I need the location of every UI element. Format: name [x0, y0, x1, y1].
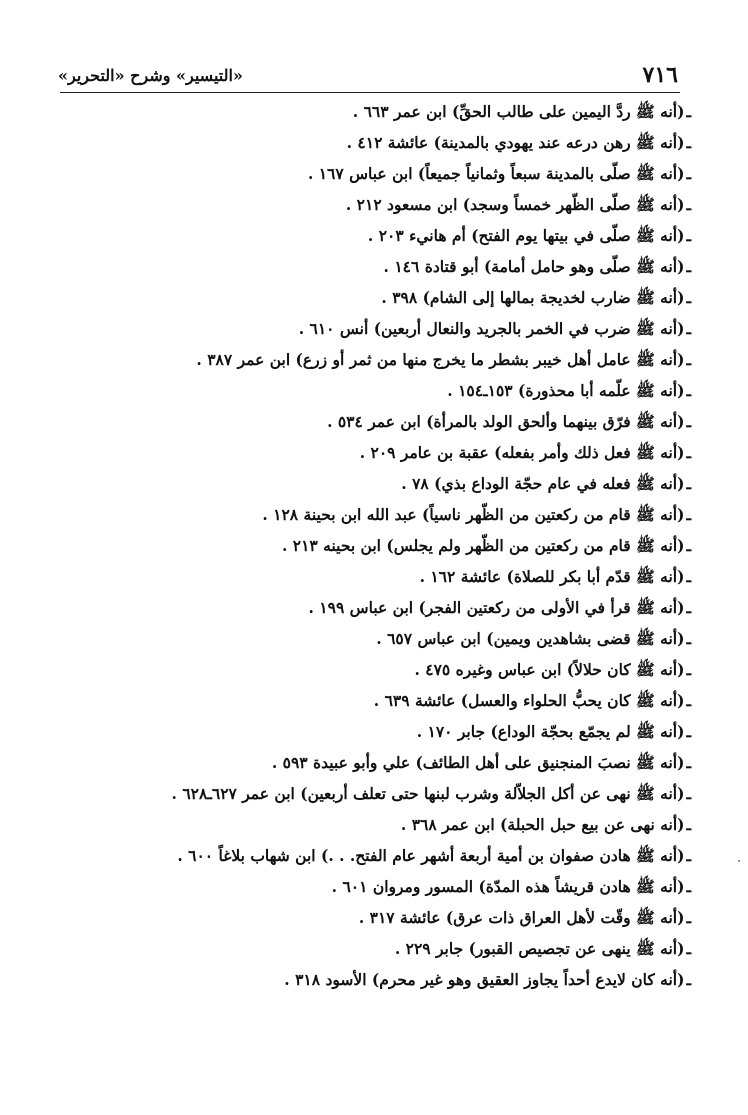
index-entry: ـ(أنه كان لايدع أحداً يجاوز العقيق وهو غير محرم) الأسود ٣١٨ . — [284, 970, 691, 989]
running-head — [58, 62, 678, 88]
index-entry: ـ(أنه ﷺ علّمه أبا محذورة) ١٥٣ـ١٥٤ . — [447, 381, 691, 400]
book-title: «التيسير» وشرح «التحرير» — [58, 65, 243, 85]
index-entry: ـ(أنه ﷺ هادن قريشاً هذه المدّة) المسور ومروان ٦٠١ . — [331, 877, 691, 896]
index-entry: ـ(أنه ﷺ لم يجمّع بحجّة الوداع) جابر ١٧٠ . — [416, 722, 691, 741]
index-entry: ـ(أنه ﷺ قام من ركعتين من الظّهر ولم يجلس) ابن بحينه ٢١٣ . — [281, 536, 691, 555]
index-entry: ـ(أنه ﷺ نصبَ المنجنيق على أهل الطائف) علي وأبو عبيدة ٥٩٣ . — [271, 753, 691, 772]
index-entry: ـ(أنه ﷺ صلّى وهو حامل أمامة) أبو قتادة ١٤٦ . — [383, 257, 691, 276]
index-entry: ـ(أنه ﷺ رهن درعه عند يهودي بالمدينة) عائشة ٤١٢ . — [346, 133, 691, 152]
index-entry: ـ(أنه ﷺ قرأ في الأولى من ركعتين الفجر) ابن عباس ١٩٩ . — [308, 598, 691, 617]
index-entry: ـ(أنه ﷺ عامل أهل خيبر بشطر ما يخرج منها من ثمر أو زرع) ابن عمر ٣٨٧ . — [196, 350, 691, 369]
index-entry: ـ(أنه ﷺ قدّم أبا بكر للصلاة) عائشة ١٦٢ . — [419, 567, 691, 586]
index-entry: ـ(أنه ﷺ صلّى في بيتها يوم الفتح) أم هانيء ٢٠٣ . — [367, 226, 691, 245]
index-entry: ـ(أنه ﷺ قام من ركعتين من الظّهر ناسياً) عبد الله ابن بحينة ١٢٨ . — [262, 505, 691, 524]
index-entry: ـ(أنه ﷺ ضرب في الخمر بالجريد والنعال أربعين) أنس ٦١٠ . — [298, 319, 691, 338]
index-entry: ـ(أنه ﷺ قضى بشاهدين ويمين) ابن عباس ٦٥٧ . — [376, 629, 691, 648]
index-entry: ـ(أنه ﷺ فعل ذلك وأمر بفعله) عقبة بن عامر ٢٠٩ . — [359, 443, 691, 462]
index-entry: ـ(أنه ﷺ فرّق بينهما وألحق الولد بالمرأة) ابن عمر ٥٣٤ . — [327, 412, 691, 431]
index-entry: ـ(أنه ﷺ ردَّ اليمين على طالب الحقِّ) ابن عمر ٦٦٣ . — [352, 102, 691, 121]
index-entry: ـ(أنه ﷺ كان يحبُّ الحلواء والعسل) عائشة ٦٣٩ . — [373, 691, 691, 710]
index-entry: ـ(أنه ﷺ فعله في عام حجّة الوداع بذي) ٧٨ . — [401, 474, 691, 493]
index-entry: ـ(أنه نهى عن بيع حبل الحبلة) ابن عمر ٣٦٨ . — [400, 815, 691, 834]
header-divider — [60, 92, 680, 93]
index-entry: ـ(أنه ﷺ كان حلالاً) ابن عباس وغيره ٤٧٥ . — [414, 660, 691, 679]
index-entry: ـ(أنه ﷺ نهى عن أكل الجلاّلة وشرب لبنها حتى تعلف أربعين) ابن عمر ٦٢٧ـ٦٢٨ . — [171, 784, 691, 803]
page-number: ٧١٦ — [642, 62, 678, 88]
index-entry: ـ(أنه ﷺ ينهى عن تجصيص القبور) جابر ٢٢٩ . — [394, 939, 691, 958]
index-entry: ـ(أنه ﷺ صلّى الظّهر خمساً وسجد) ابن مسعود ٢١٢ . — [345, 195, 691, 214]
index-entry: ـ(أنه ﷺ صلّى بالمدينة سبعاً وثمانياً جميعاً) ابن عباس ١٦٧ . — [307, 164, 691, 183]
scan-speck — [738, 860, 740, 862]
index-entry: ـ(أنه ﷺ ضارب لخديجة بمالها إلى الشام) ٣٩٨ . — [381, 288, 691, 307]
hadith-index-list — [51, 96, 691, 995]
index-entry: ـ(أنه ﷺ وقّت لأهل العراق ذات عرق) عائشة ٣١٧ . — [358, 908, 691, 927]
index-entry: ـ(أنه ﷺ هادن صفوان بن أمية أربعة أشهر عام الفتح. . .) ابن شهاب بلاغاً ٦٠٠ . — [177, 846, 691, 865]
